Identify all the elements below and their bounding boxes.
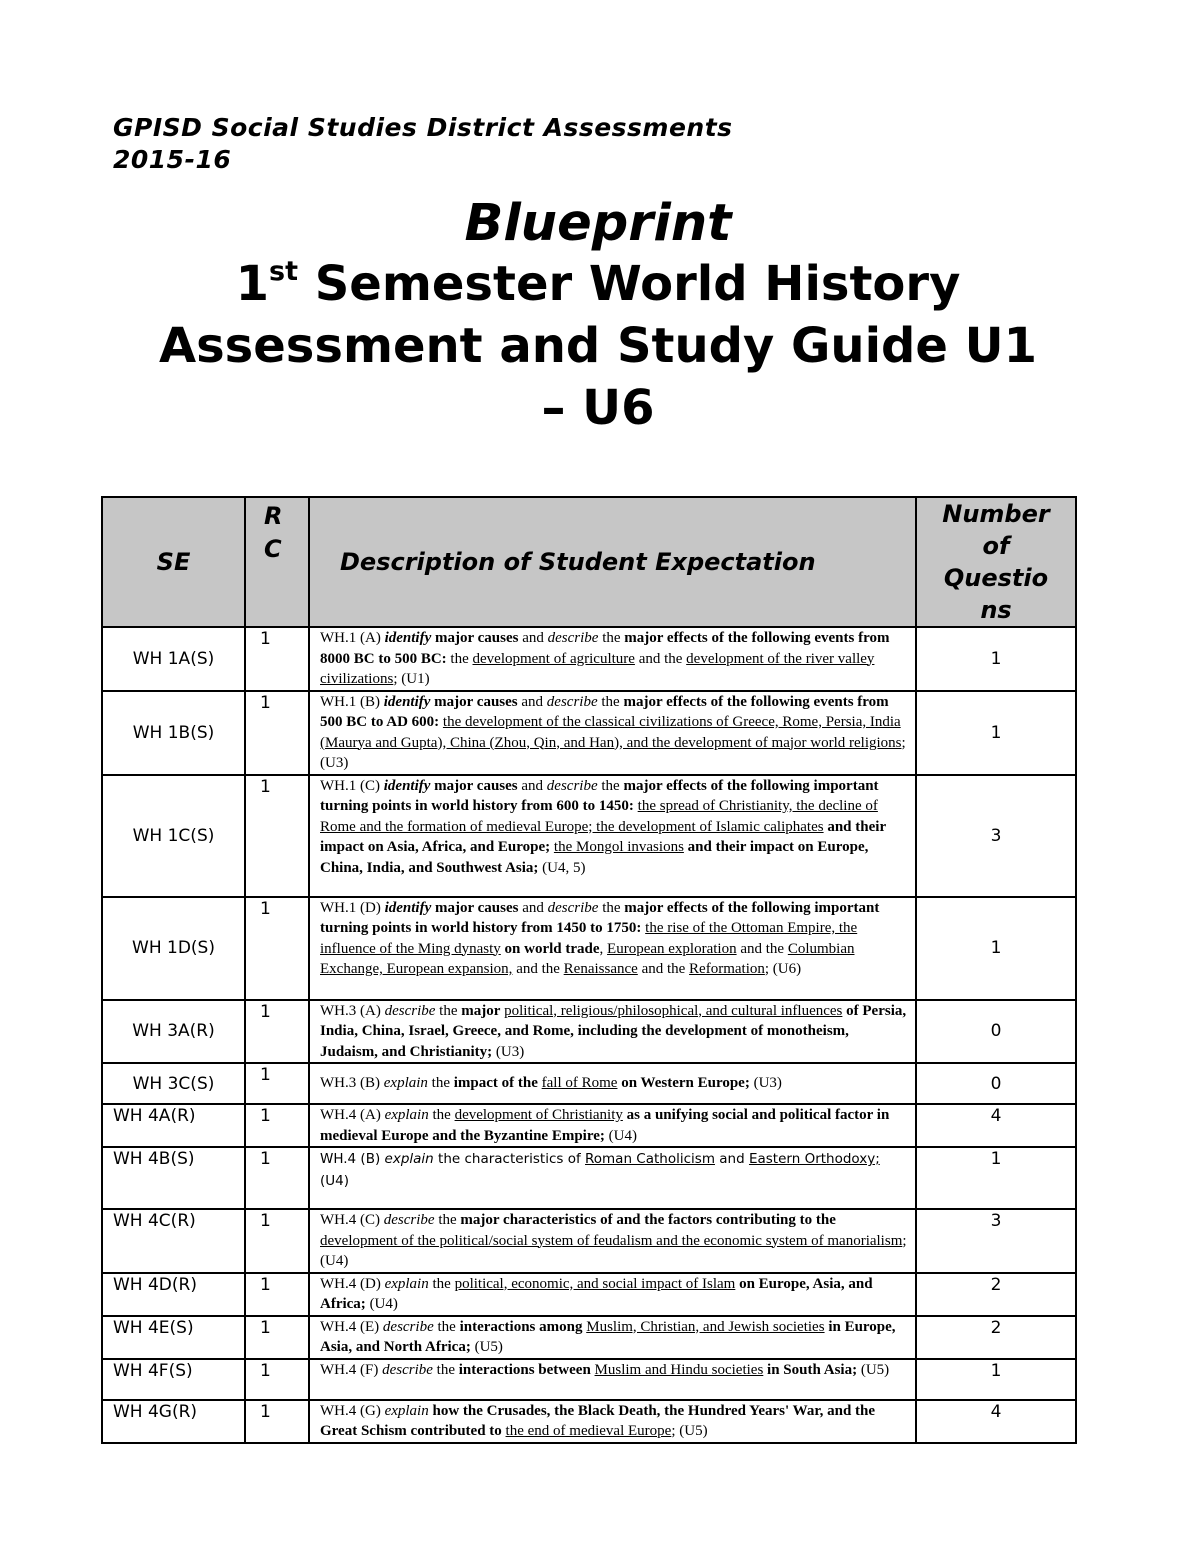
desc-bold: interactions among: [459, 1318, 583, 1335]
desc-verb: describe: [382, 1318, 434, 1335]
desc-bold: major characteristics of and the factors contributing to the: [460, 1212, 836, 1228]
desc-content: the spread of Christianity, the decline of Rome and the formation of medieval Europe; the development of Islamic caliphates: [320, 798, 878, 835]
expectation-description: [309, 1063, 916, 1104]
desc-text: and the: [512, 961, 564, 977]
header-num-line-1: Number: [942, 500, 1050, 528]
desc-content: Muslim and Hindu societies: [594, 1361, 764, 1378]
desc-content: the rise of the Ottoman Empire, the influence of the Ming dynasty: [320, 920, 858, 957]
desc-text: and: [714, 1151, 749, 1167]
document-title: [100, 195, 1096, 439]
desc-unit: (U4): [365, 1296, 398, 1312]
desc-verb: explain: [384, 1107, 429, 1123]
table-row: [102, 1063, 1076, 1104]
desc-bold: in South Asia;: [763, 1361, 858, 1378]
table-header-row: [102, 497, 1076, 627]
district-title: GPISD Social Studies District Assessments: [113, 113, 733, 142]
se-code: WH 4D(R): [102, 1273, 245, 1316]
se-code: WH 3A(R): [102, 1000, 245, 1064]
title-line-3: – U6: [541, 380, 655, 436]
desc-text: and: [518, 899, 548, 916]
table-row: [102, 1316, 1076, 1359]
desc-text: WH.3 (B): [320, 1075, 384, 1092]
desc-bold: and their impact on Asia, Africa, and Europe;: [320, 818, 886, 855]
desc-text: the: [598, 630, 625, 646]
rc-value: 1: [245, 1147, 309, 1209]
header-num-line-4: ns: [980, 596, 1012, 624]
header-rc-line-2: C: [264, 535, 282, 563]
se-code: WH 1C(S): [102, 775, 245, 897]
blueprint-title: Blueprint: [464, 194, 732, 253]
desc-unit: ; (U6): [764, 961, 802, 977]
desc-bold: on world trade: [500, 940, 600, 957]
question-count: 1: [916, 627, 1076, 691]
desc-text: the characteristics of: [433, 1151, 585, 1167]
se-code: WH 4G(R): [102, 1400, 245, 1443]
table-row: [102, 1359, 1076, 1400]
desc-bold: major causes: [430, 777, 518, 794]
desc-text: and the: [637, 961, 690, 977]
desc-text: WH.1 (D): [320, 899, 385, 916]
desc-verb: identify: [384, 630, 432, 646]
desc-verb: identify: [383, 693, 431, 710]
desc-text: the: [446, 650, 473, 667]
desc-text: WH.4 (G): [320, 1402, 385, 1419]
table-row: [102, 1000, 1076, 1064]
expectation-description: [309, 1316, 916, 1359]
desc-bold: as a unifying social and political factor in medieval Europe and the Byzantine Empire;: [320, 1107, 890, 1144]
desc-bold: major causes: [430, 693, 518, 710]
question-count: 1: [916, 1359, 1076, 1400]
desc-unit: ; (U1): [393, 671, 430, 687]
desc-text: the: [434, 1212, 461, 1228]
desc-verb: identify: [384, 899, 432, 916]
se-code: WH 1A(S): [102, 627, 245, 691]
desc-text: the: [435, 1002, 462, 1019]
desc-verb: explain: [384, 1402, 429, 1419]
title-line-2: Assessment and Study Guide U1: [158, 318, 1038, 374]
question-count: 0: [916, 1000, 1076, 1064]
desc-text: WH.4 (F): [320, 1361, 383, 1378]
desc-text: the: [432, 1361, 459, 1378]
expectation-description: [309, 1359, 916, 1400]
expectation-description: [309, 1000, 916, 1064]
desc-text: WH.1 (A): [320, 630, 385, 646]
desc-bold: major causes: [431, 899, 519, 916]
rc-value: 1: [245, 691, 309, 775]
desc-content: development of Christianity: [454, 1107, 623, 1123]
desc-bold: on Europe, Asia, and Africa;: [320, 1275, 873, 1312]
table-row: [102, 1147, 1076, 1209]
desc-text: WH.4 (A): [320, 1107, 385, 1123]
desc-text: the: [428, 1107, 455, 1123]
table-row: [102, 1104, 1076, 1147]
question-count: 1: [916, 1147, 1076, 1209]
header-description: Description of Student Expectation: [309, 497, 916, 627]
desc-text: and: [518, 630, 548, 646]
desc-bold: and their impact on Europe, China, India, and Southwest Asia;: [320, 839, 869, 876]
desc-text: the: [597, 693, 624, 710]
desc-text: and the: [634, 650, 687, 667]
desc-unit: (U3): [749, 1075, 782, 1092]
desc-unit: (U3): [492, 1043, 525, 1060]
desc-text: WH.4 (B): [320, 1151, 385, 1167]
question-count: 2: [916, 1316, 1076, 1359]
desc-unit: (U4, 5): [538, 859, 586, 876]
title-line-1: [100, 253, 1096, 315]
desc-bold: how the Crusades, the Black Death, the Hundred Years' War, and the Great Schism contributed to: [320, 1402, 876, 1439]
desc-content: the end of medieval Europe: [505, 1423, 672, 1439]
table-row: [102, 897, 1076, 1000]
expectation-description: [309, 1147, 916, 1209]
desc-text: the: [433, 1318, 460, 1335]
desc-content: European exploration: [607, 940, 737, 957]
desc-text: the: [428, 1275, 455, 1292]
desc-text: WH.3 (A): [320, 1002, 385, 1019]
desc-text: WH.4 (E): [320, 1318, 383, 1335]
expectation-description: [309, 1273, 916, 1316]
rc-value: 1: [245, 1104, 309, 1147]
table-row: [102, 627, 1076, 691]
desc-content: development of the political/social system of feudalism and the economic system of manorialism: [320, 1232, 903, 1249]
desc-content: development of the river valley civilizations: [320, 650, 875, 687]
desc-content: fall of Rome: [541, 1075, 618, 1092]
rc-value: 1: [245, 627, 309, 691]
table-row: [102, 691, 1076, 775]
question-count: 4: [916, 1104, 1076, 1147]
desc-verb: describe: [546, 777, 598, 794]
question-count: 1: [916, 691, 1076, 775]
se-code: WH 4B(S): [102, 1147, 245, 1209]
desc-bold: of Persia, India, China, Israel, Greece, and Rome, including the development of monotheism, Judaism, and Christianity;: [320, 1002, 907, 1060]
rc-value: 1: [245, 1316, 309, 1359]
desc-content: political, religious/philosophical, and cultural influences: [504, 1002, 843, 1019]
header-num-line-3: Questio: [943, 564, 1049, 592]
desc-text: WH.4 (C): [320, 1212, 384, 1228]
desc-bold: major effects of the following important turning points in world history from 600 to 1450:: [320, 777, 879, 814]
desc-bold: major effects of the following events from 8000 BC to 500 BC:: [320, 630, 890, 667]
rc-value: 1: [245, 897, 309, 1000]
se-code: WH 4A(R): [102, 1104, 245, 1147]
rc-value: 1: [245, 1359, 309, 1400]
expectation-description: [309, 627, 916, 691]
rc-value: 1: [245, 1209, 309, 1273]
desc-text: the: [597, 777, 624, 794]
desc-verb: explain: [384, 1151, 434, 1167]
question-count: 0: [916, 1063, 1076, 1104]
desc-bold: major effects of the following events from 500 BC to AD 600:: [320, 693, 889, 730]
se-code: WH 3C(S): [102, 1063, 245, 1104]
desc-unit: (U4): [320, 1173, 350, 1189]
se-code: WH 1B(S): [102, 691, 245, 775]
school-year: 2015-16: [113, 145, 232, 174]
desc-bold: impact of the: [453, 1075, 538, 1092]
desc-content: Eastern Orthodoxy;: [748, 1151, 880, 1167]
expectation-description: [309, 897, 916, 1000]
desc-bold: major effects of the following important turning points in world history from 1450 to 1750:: [320, 899, 880, 936]
question-count: 3: [916, 1209, 1076, 1273]
title-ordinal: 1: [235, 256, 270, 312]
question-count: 2: [916, 1273, 1076, 1316]
desc-unit: ; (U3): [320, 734, 906, 771]
table-row: [102, 1400, 1076, 1443]
se-code: WH 1D(S): [102, 897, 245, 1000]
header-num-line-2: of: [982, 532, 1010, 560]
desc-text: WH.1 (C): [320, 777, 384, 794]
header-number-of-questions: [916, 497, 1076, 627]
desc-text: WH.1 (B): [320, 693, 384, 710]
desc-content: Muslim, Christian, and Jewish societies: [586, 1318, 825, 1335]
header-rc-line-1: R: [264, 502, 283, 530]
desc-content: the development of the classical civilizations of Greece, Rome, Persia, India (Maurya and Gupta), China (Zhou, Qin, and Han), and the development of major world religions: [320, 714, 902, 751]
desc-content: Roman Catholicism: [585, 1151, 715, 1167]
document-header: [113, 112, 733, 176]
desc-verb: describe: [384, 1002, 436, 1019]
question-count: 3: [916, 775, 1076, 897]
desc-unit: (U5): [470, 1339, 503, 1355]
desc-verb: describe: [547, 630, 599, 646]
title-line-1-text: Semester World History: [298, 256, 961, 312]
desc-text: and: [517, 693, 547, 710]
rc-value: 1: [245, 1400, 309, 1443]
blueprint-table: [101, 496, 1077, 1444]
desc-verb: describe: [547, 899, 599, 916]
table-row: [102, 775, 1076, 897]
desc-text: and: [517, 777, 547, 794]
desc-unit: (U4): [604, 1127, 637, 1144]
desc-text: ,: [599, 940, 608, 957]
header-rc: [245, 497, 309, 627]
desc-content: the Mongol invasions: [553, 839, 684, 855]
desc-unit: ; (U4): [320, 1232, 907, 1269]
desc-content: political, economic, and social impact of Islam: [454, 1275, 736, 1292]
desc-content: Columbian Exchange, European expansion,: [320, 940, 855, 977]
se-code: WH 4C(R): [102, 1209, 245, 1273]
rc-value: 1: [245, 1273, 309, 1316]
desc-content: Reformation: [689, 961, 765, 977]
desc-bold: on Western Europe;: [617, 1075, 750, 1092]
desc-unit: (U5): [857, 1361, 890, 1378]
desc-bold: major: [461, 1002, 501, 1019]
header-se: SE: [102, 497, 245, 627]
expectation-description: [309, 1400, 916, 1443]
desc-text: and the: [736, 940, 788, 957]
table-row: [102, 1209, 1076, 1273]
desc-bold: major causes: [431, 630, 519, 646]
desc-verb: describe: [382, 1361, 433, 1378]
table-row: [102, 1273, 1076, 1316]
desc-content: development of agriculture: [472, 650, 635, 667]
rc-value: 1: [245, 775, 309, 897]
question-count: 1: [916, 897, 1076, 1000]
desc-text: the: [598, 899, 625, 916]
rc-value: 1: [245, 1063, 309, 1104]
expectation-description: [309, 1104, 916, 1147]
expectation-description: [309, 691, 916, 775]
desc-verb: describe: [546, 693, 598, 710]
desc-unit: ; (U5): [671, 1423, 708, 1439]
desc-verb: explain: [384, 1275, 429, 1292]
question-count: 4: [916, 1400, 1076, 1443]
desc-bold: interactions between: [458, 1361, 591, 1378]
se-code: WH 4E(S): [102, 1316, 245, 1359]
desc-verb: identify: [383, 777, 431, 794]
desc-verb: describe: [383, 1212, 435, 1228]
title-ordinal-suffix: st: [269, 256, 299, 287]
desc-bold: in Europe, Asia, and North Africa;: [320, 1318, 896, 1355]
desc-content: Renaissance: [563, 961, 638, 977]
expectation-description: [309, 1209, 916, 1273]
rc-value: 1: [245, 1000, 309, 1064]
desc-verb: explain: [383, 1075, 428, 1092]
expectation-description: [309, 775, 916, 897]
desc-text: the: [427, 1075, 454, 1092]
desc-text: WH.4 (D): [320, 1275, 385, 1292]
se-code: WH 4F(S): [102, 1359, 245, 1400]
